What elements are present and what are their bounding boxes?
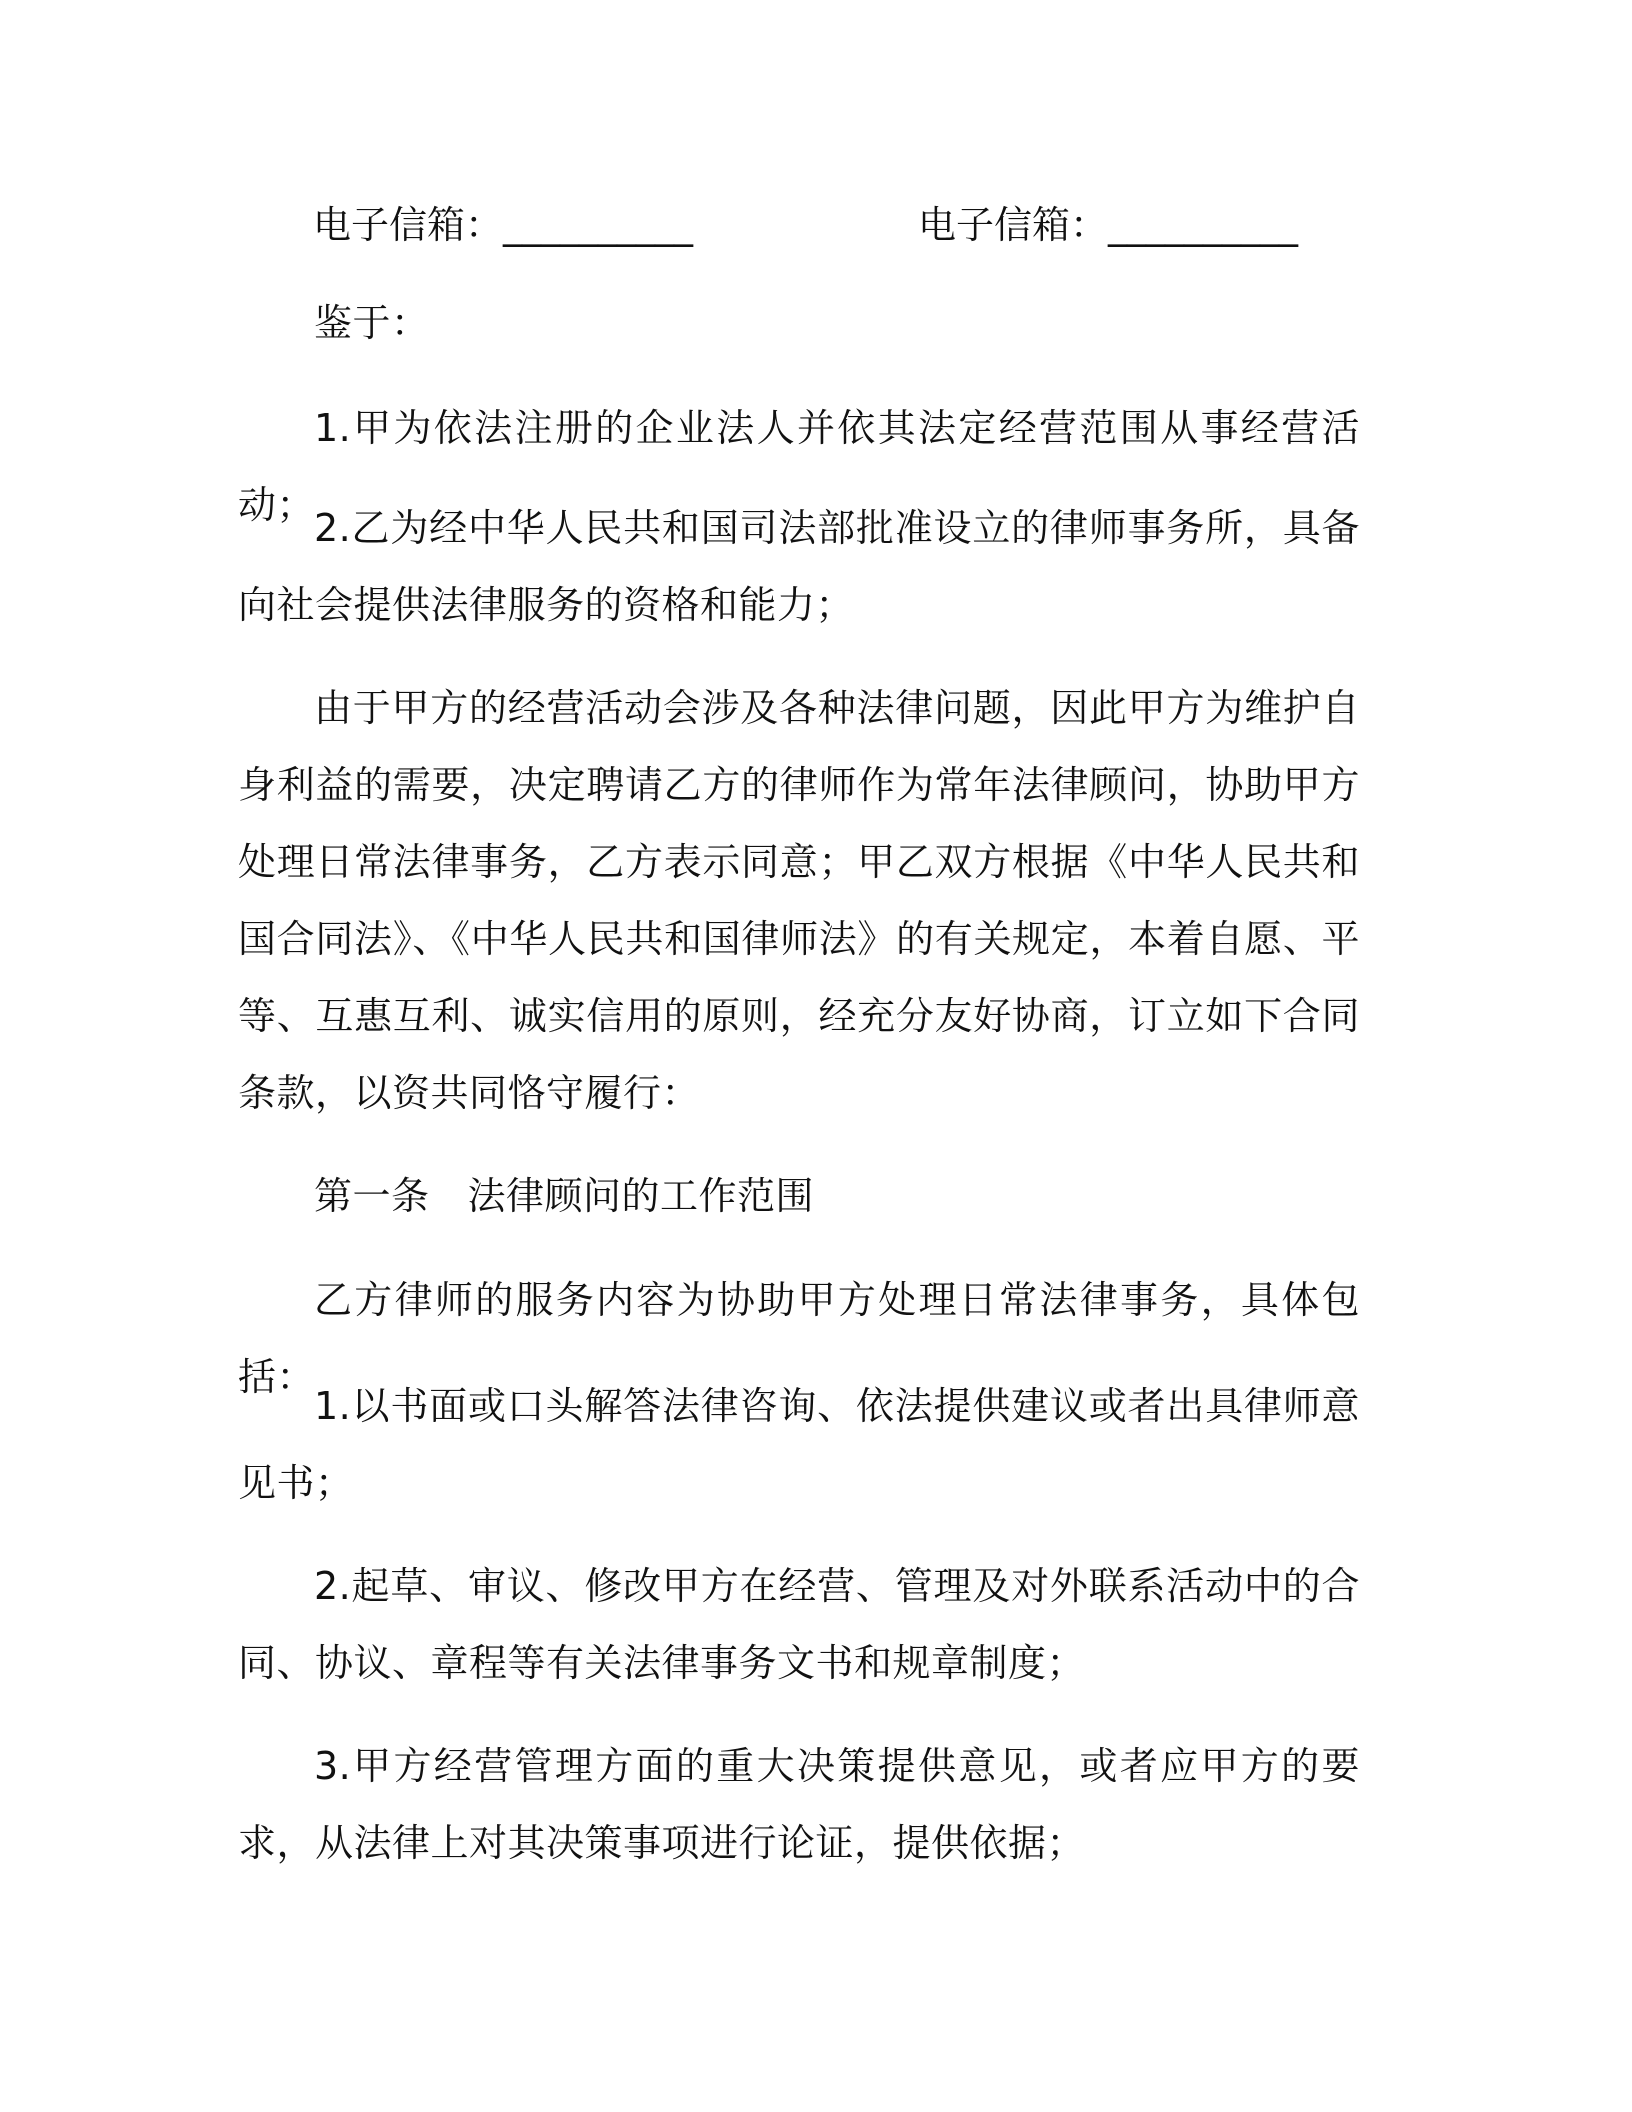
whereas-heading (238, 285, 1360, 362)
scope-item-2-text: 2.起草、审议、修改甲方在经营、管理及对外联系活动中的合同、协议、章程等有关法律事务文书和规章制度； (238, 1564, 1360, 1685)
recital-text: 由于甲方的经营活动会涉及各种法律问题，因此甲方为维护自身利益的需要，决定聘请乙方的律师作为常年法律顾问，协助甲方处理日常法律事务，乙方表示同意；甲乙双方根据《中华人民共和国合同法》、《中华人民共和国律师法》的有关规定，本着自愿、平等、互惠互利、诚实信用的原则，经充分友好协商，订立如下合同条款，以资共同恪守履行： (238, 686, 1360, 1115)
party-b-email-blank: __________ (1108, 203, 1299, 247)
recital-paragraph (238, 670, 1360, 1132)
scope-item-3 (238, 1728, 1360, 1882)
party-b-email (918, 195, 1298, 255)
whereas-item-1-text: 1.甲为依法注册的企业法人并依其法定经营范围从事经营活动； (238, 406, 1360, 527)
scope-item-2 (238, 1548, 1360, 1702)
scope-item-1-text: 1.以书面或口头解答法律咨询、依法提供建议或者出具律师意见书； (238, 1384, 1360, 1505)
article-1-number: 第一条 (314, 1174, 430, 1218)
article-1-title-line (238, 1158, 1360, 1235)
party-b-email-label: 电子信箱： (918, 203, 1109, 247)
scope-intro-text: 乙方律师的服务内容为协助甲方处理日常法律事务，具体包括： (238, 1278, 1360, 1399)
email-row (313, 195, 1363, 255)
party-a-email-label: 电子信箱： (313, 203, 504, 247)
whereas-text: 鉴于： (314, 301, 430, 345)
scope-item-3-text: 3.甲方经营管理方面的重大决策提供意见，或者应甲方的要求，从法律上对其决策事项进行论证，提供依据； (238, 1744, 1360, 1865)
article-1-heading (238, 1158, 1360, 1235)
article-1-title: 法律顾问的工作范围 (467, 1174, 815, 1218)
whereas-item-2 (238, 490, 1360, 644)
whereas-item-2-text: 2.乙为经中华人民共和国司法部批准设立的律师事务所，具备向社会提供法律服务的资格和能力； (238, 506, 1360, 627)
scope-item-1 (238, 1368, 1360, 1522)
party-a-email-blank: __________ (503, 203, 694, 247)
party-a-email (313, 195, 693, 255)
